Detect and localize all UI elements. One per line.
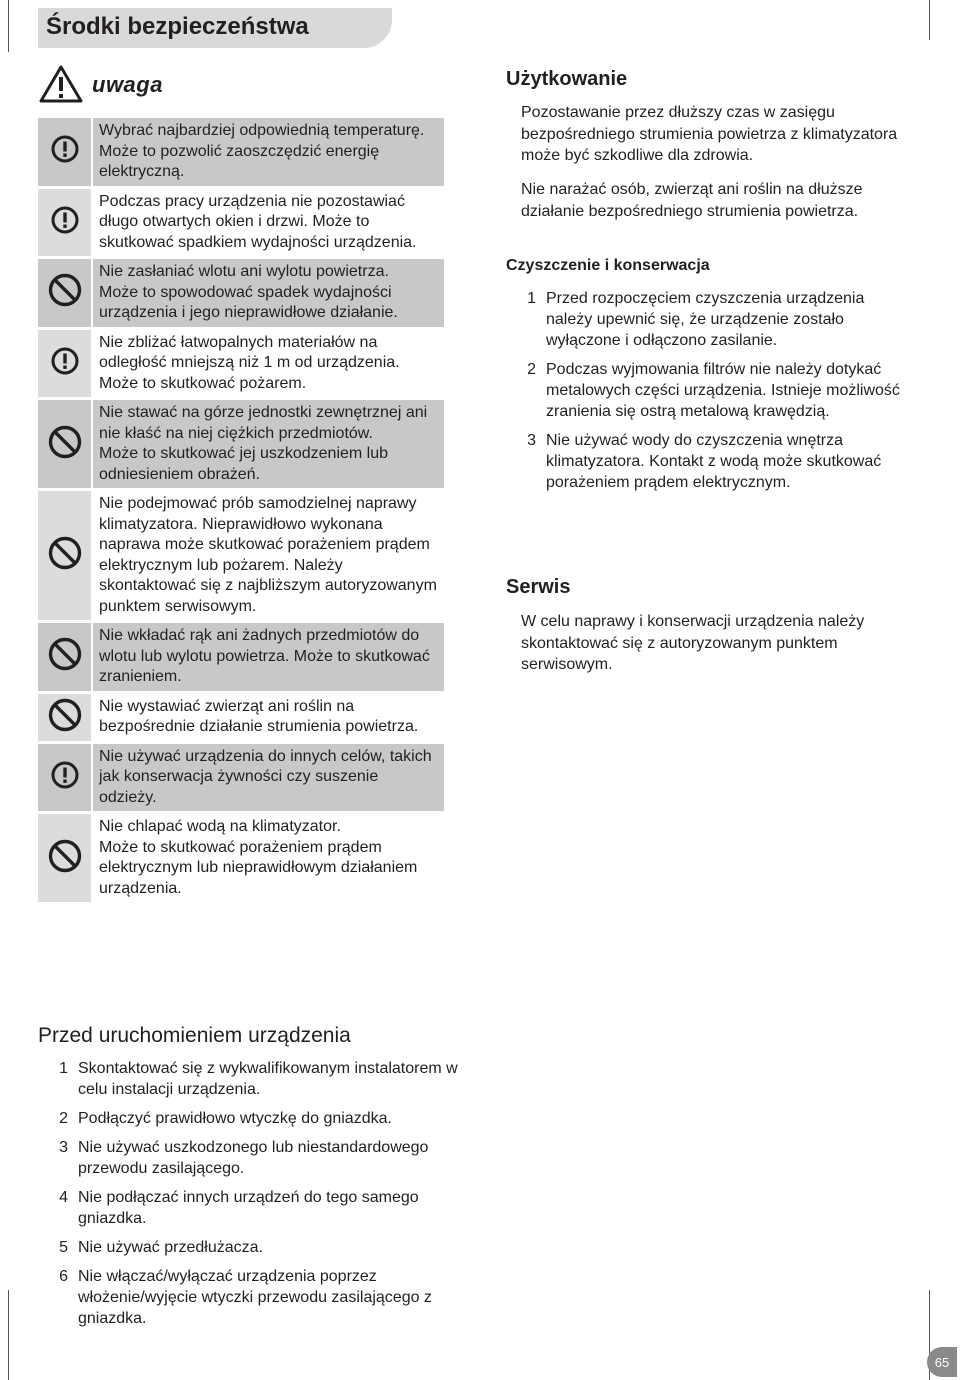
crop-mark-top-left xyxy=(0,0,9,52)
warning-row xyxy=(38,491,444,620)
list-item xyxy=(38,1187,458,1229)
list-item-text: Nie włączać/wyłączać urządzenia poprzez włożenie/wyjęcie wtyczki przewodu zasilającego z gniazdka. xyxy=(78,1268,432,1327)
warning-row xyxy=(38,694,444,741)
list-item-text: Nie używać przedłużacza. xyxy=(78,1239,263,1256)
warnings-table xyxy=(38,118,444,905)
warning-text xyxy=(93,744,444,812)
list-item-number: 2 xyxy=(527,361,536,378)
usage-title: Użytkowanie xyxy=(506,68,628,90)
list-item xyxy=(38,1108,458,1129)
list-item-number: 6 xyxy=(59,1268,68,1285)
warning-text-line: Nie wkładać rąk ani żadnych przedmiotów do wlotu lub wylotu powietrza. Może to skutkować zranieniem. xyxy=(99,627,430,685)
list-item-text: Podczas wyjmowania filtrów nie należy dotykać metalowych części urządzenia. Istnieje możliwość zranienia się ostrą metalową krawędzią. xyxy=(546,361,900,420)
warning-row xyxy=(38,259,444,327)
warning-row xyxy=(38,189,444,257)
warning-text-line: Podczas pracy urządzenia nie pozostawiać długo otwartych okien i drzwi. Może to skutkować spadkiem wydajności urządzenia. xyxy=(99,192,417,251)
warning-text xyxy=(93,189,444,257)
list-item xyxy=(506,430,906,493)
exclamation-icon xyxy=(51,761,79,794)
exclamation-icon xyxy=(51,347,79,380)
warning-text xyxy=(93,491,444,620)
warning-text xyxy=(93,814,444,902)
list-item-number: 3 xyxy=(527,432,536,449)
warning-icon-cell xyxy=(38,814,91,902)
warning-icon-cell xyxy=(38,694,91,741)
list-item-number: 1 xyxy=(59,1060,68,1077)
warning-row xyxy=(38,623,444,691)
list-item-number: 2 xyxy=(59,1110,68,1127)
exclamation-icon xyxy=(51,206,79,239)
list-item-number: 5 xyxy=(59,1239,68,1256)
list-item-text: Nie podłączać innych urządzeń do tego samego gniazdka. xyxy=(78,1189,419,1227)
prohibited-icon xyxy=(48,698,82,737)
warning-text xyxy=(93,118,444,186)
warning-text xyxy=(93,623,444,691)
warning-text-line: Nie stawać na górze jednostki zewnętrznej ani nie kłaść na niej ciężkich przedmiotów. xyxy=(99,404,428,442)
list-item xyxy=(38,1137,458,1179)
crop-mark-top-right xyxy=(929,0,960,40)
section-header xyxy=(38,8,392,48)
list-item-number: 3 xyxy=(59,1139,68,1156)
warning-text-line: Nie używać urządzenia do innych celów, takich jak konserwacja żywności czy suszenie odzieży. xyxy=(99,747,432,806)
warning-row xyxy=(38,330,444,398)
warning-triangle-icon xyxy=(38,64,84,104)
list-item-number: 1 xyxy=(527,290,536,307)
cleaning-title: Czyszczenie i konserwacja xyxy=(506,257,710,274)
page-title: Środki bezpieczeństwa xyxy=(46,13,309,40)
warning-text-line: Nie chlapać wodą na klimatyzator. xyxy=(99,818,341,835)
warning-icon-cell xyxy=(38,189,91,257)
list-item xyxy=(506,288,906,351)
warning-text-line: Nie podejmować prób samodzielnej naprawy klimatyzatora. Nieprawidłowo wykonana naprawa może skutkować porażeniem prądem elektrycznym lub pożarem. Należy skontaktować się z najbliższym autoryzowanym punktem serwisowym. xyxy=(99,495,437,615)
warning-icon-cell xyxy=(38,400,91,488)
list-item xyxy=(506,359,906,422)
prohibited-icon xyxy=(48,273,82,312)
list-item-text: Skontaktować się z wykwalifikowanym instalatorem w celu instalacji urządzenia. xyxy=(78,1060,458,1098)
list-item-text: Przed rozpoczęciem czyszczenia urządzenia należy upewnić się, że urządzenie zostało wyłączone i odłączono zasilanie. xyxy=(546,290,865,349)
warning-text xyxy=(93,694,444,741)
warning-text-line: Nie zasłaniać wlotu ani wylotu powietrza. xyxy=(99,263,389,280)
list-item-text: Nie używać wody do czyszczenia wnętrza klimatyzatora. Kontakt z wodą może skutkować porażeniem prądem elektrycznym. xyxy=(546,432,882,491)
warning-icon-cell xyxy=(38,744,91,812)
before-start-list xyxy=(38,1058,458,1337)
cleaning-list xyxy=(506,288,906,501)
page-number: 65 xyxy=(927,1347,957,1377)
warning-text-line: Nie wystawiać zwierząt ani roślin na bezpośrednie działanie strumienia powietrza. xyxy=(99,697,419,735)
before-start-title: Przed uruchomieniem urządzenia xyxy=(38,1024,351,1047)
warning-icon-cell xyxy=(38,491,91,620)
warning-text-line: Wybrać najbardziej odpowiednią temperaturę. xyxy=(99,122,425,139)
list-item xyxy=(38,1058,458,1100)
exclamation-icon xyxy=(51,135,79,168)
warning-icon-cell xyxy=(38,118,91,186)
warning-text-line: Może to skutkować porażeniem prądem elektrycznym lub nieprawidłowym działaniem urządzenia. xyxy=(99,838,418,897)
service-title: Serwis xyxy=(506,576,571,598)
warning-text xyxy=(93,259,444,327)
prohibited-icon xyxy=(48,425,82,464)
prohibited-icon xyxy=(48,839,82,878)
warning-row xyxy=(38,814,444,902)
list-item-number: 4 xyxy=(59,1189,68,1206)
warning-icon-cell xyxy=(38,259,91,327)
crop-mark-bottom-left xyxy=(0,1290,9,1380)
list-item-text: Nie używać uszkodzonego lub niestandardowego przewodu zasilającego. xyxy=(78,1139,429,1177)
prohibited-icon xyxy=(48,536,82,575)
warning-row xyxy=(38,744,444,812)
usage-paragraph-1: Pozostawanie przez dłuższy czas w zasięgu bezpośredniego strumienia powietrza z klimatyzatora może być szkodliwe dla zdrowia. xyxy=(521,104,898,164)
prohibited-icon xyxy=(48,637,82,676)
warning-text-line: Nie zbliżać łatwopalnych materiałów na odległość mniejszą niż 1 m od urządzenia. Może to skutkować pożarem. xyxy=(99,333,400,392)
warning-text-line: Może to skutkować jej uszkodzeniem lub odniesieniem obrażeń. xyxy=(99,445,389,483)
warning-icon-cell xyxy=(38,623,91,691)
list-item-text: Podłączyć prawidłowo wtyczkę do gniazdka. xyxy=(78,1110,392,1127)
warning-row xyxy=(38,400,444,488)
usage-paragraph-2: Nie narażać osób, zwierząt ani roślin na dłuższe działanie bezpośredniego strumienia powietrza. xyxy=(521,181,863,220)
warning-row xyxy=(38,118,444,186)
warning-text-line: Może to pozwolić zaoszczędzić energię elektryczną. xyxy=(99,142,380,180)
warning-text xyxy=(93,400,444,488)
warning-text-line: Może to spowodować spadek wydajności urządzenia i jego nieprawidłowe działanie. xyxy=(99,283,398,321)
list-item xyxy=(38,1266,458,1329)
warning-icon-cell xyxy=(38,330,91,398)
service-paragraph: W celu naprawy i konserwacji urządzenia należy skontaktować się z autoryzowanym punktem serwisowym. xyxy=(521,613,865,673)
list-item xyxy=(38,1237,458,1258)
caution-label: uwaga xyxy=(92,72,163,97)
warning-text xyxy=(93,330,444,398)
